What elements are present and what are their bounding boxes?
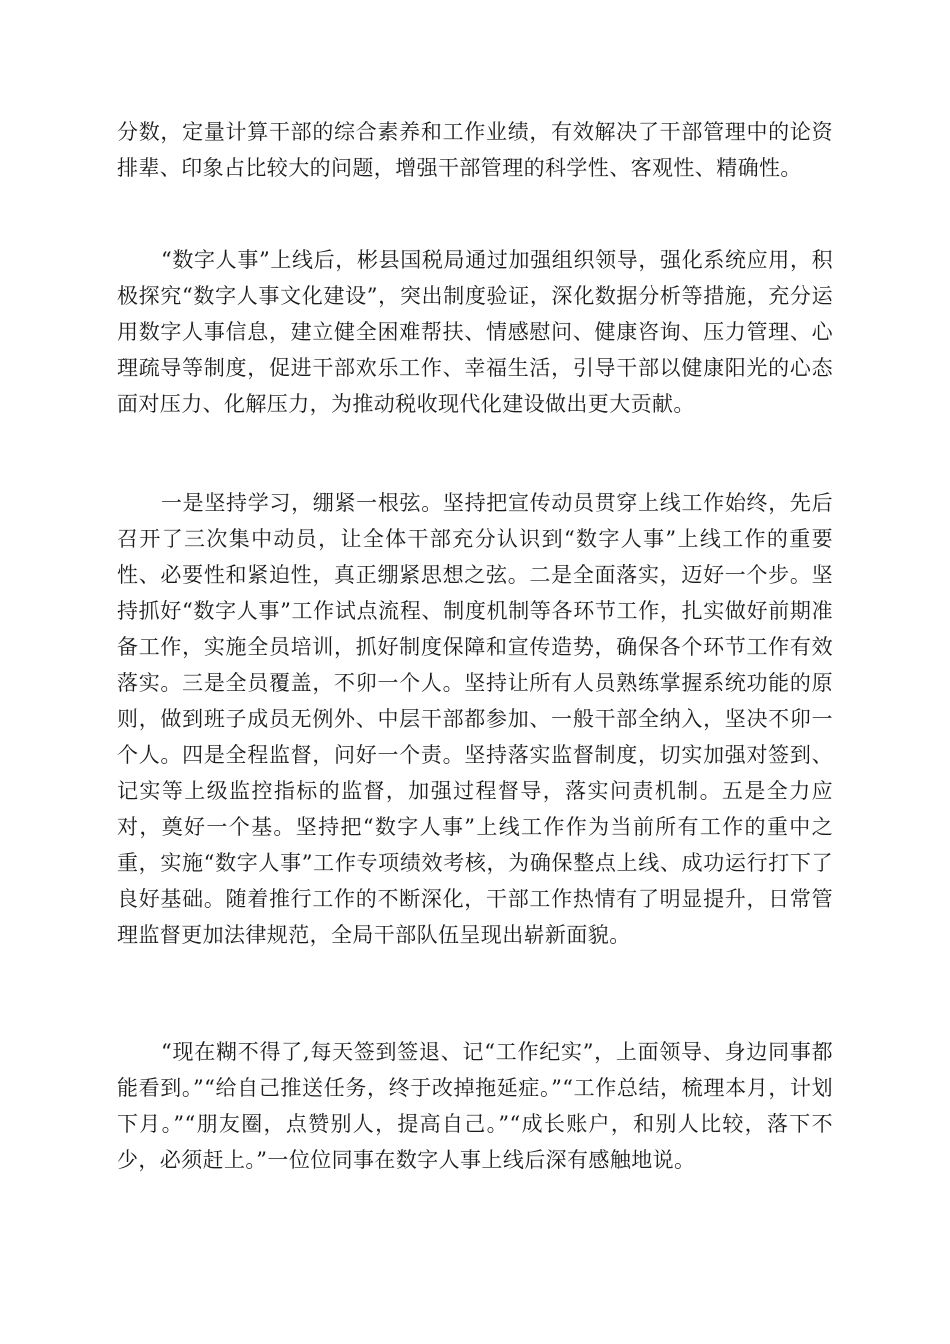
paragraph-text: 一是坚持学习，绷紧一根弦。坚持把宣传动员贯穿上线工作始终，先后召开了三次集中动员，让全体干部充分认识到“数字人事”上线工作的重要性、必要性和紧迫性，真正绷紧思想之弦。二是全面落实，迈好一个步。坚持抓好“数字人事”工作试点流程、制度机制等各环节工作，扎实做好前期准备工作，实施全员培训，抓好制度保障和宣传造势，确保各个环节工作有效落实。三是全员覆盖，不卯一个人。坚持让所有人员熟练掌握系统功能的原则，做到班子成员无例外、中层干部都参加、一般干部全纳入，坚决不卯一个人。四是全程监督，问好一个责。坚持落实监督制度，切实加强对签到、记实等上级监控指标的监督，加强过程督导，落实问责机制。五是全力应对，奠好一个基。坚持把“数字人事”上线工作作为当前所有工作的重中之重，实施“数字人事”工作专项绩效考核，为确保整点上线、成功运行打下了良好基础。随着推行工作的不断深化，干部工作热情有了明显提升，日常管理监督更加法律规范，全局干部队伍呈现出崭新面貌。 [117, 491, 833, 947]
document-paragraph-4 [117, 1034, 833, 1178]
document-paragraph-2 [117, 242, 833, 422]
paragraph-text: “数字人事”上线后，彬县国税局通过加强组织领导，强化系统应用，积极探究“数字人事文化建设”，突出制度验证，深化数据分析等措施，充分运用数字人事信息，建立健全困难帮扶、情感慰问、健康咨询、压力管理、心理疏导等制度，促进干部欢乐工作、幸福生活，引导干部以健康阳光的心态面对压力、化解压力，为推动税收现代化建设做出更大贡献。 [117, 248, 833, 416]
paragraph-text: 分数，定量计算干部的综合素养和工作业绩，有效解决了干部管理中的论资排辈、印象占比较大的问题，增强干部管理的科学性、客观性、精确性。 [117, 120, 833, 180]
document-paragraph-1 [117, 114, 833, 186]
paragraph-text: “现在糊不得了,每天签到签退、记“工作纪实”，上面领导、身边同事都能看到。”“给自己推送任务，终于改掉拖延症。”“工作总结，梳理本月，计划下月。”“朋友圈，点赞别人，提高自己。”“成长账户，和别人比较，落下不少，必须赶上。”一位位同事在数字人事上线后深有感触地说。 [117, 1040, 833, 1172]
document-paragraph-3 [117, 485, 833, 953]
